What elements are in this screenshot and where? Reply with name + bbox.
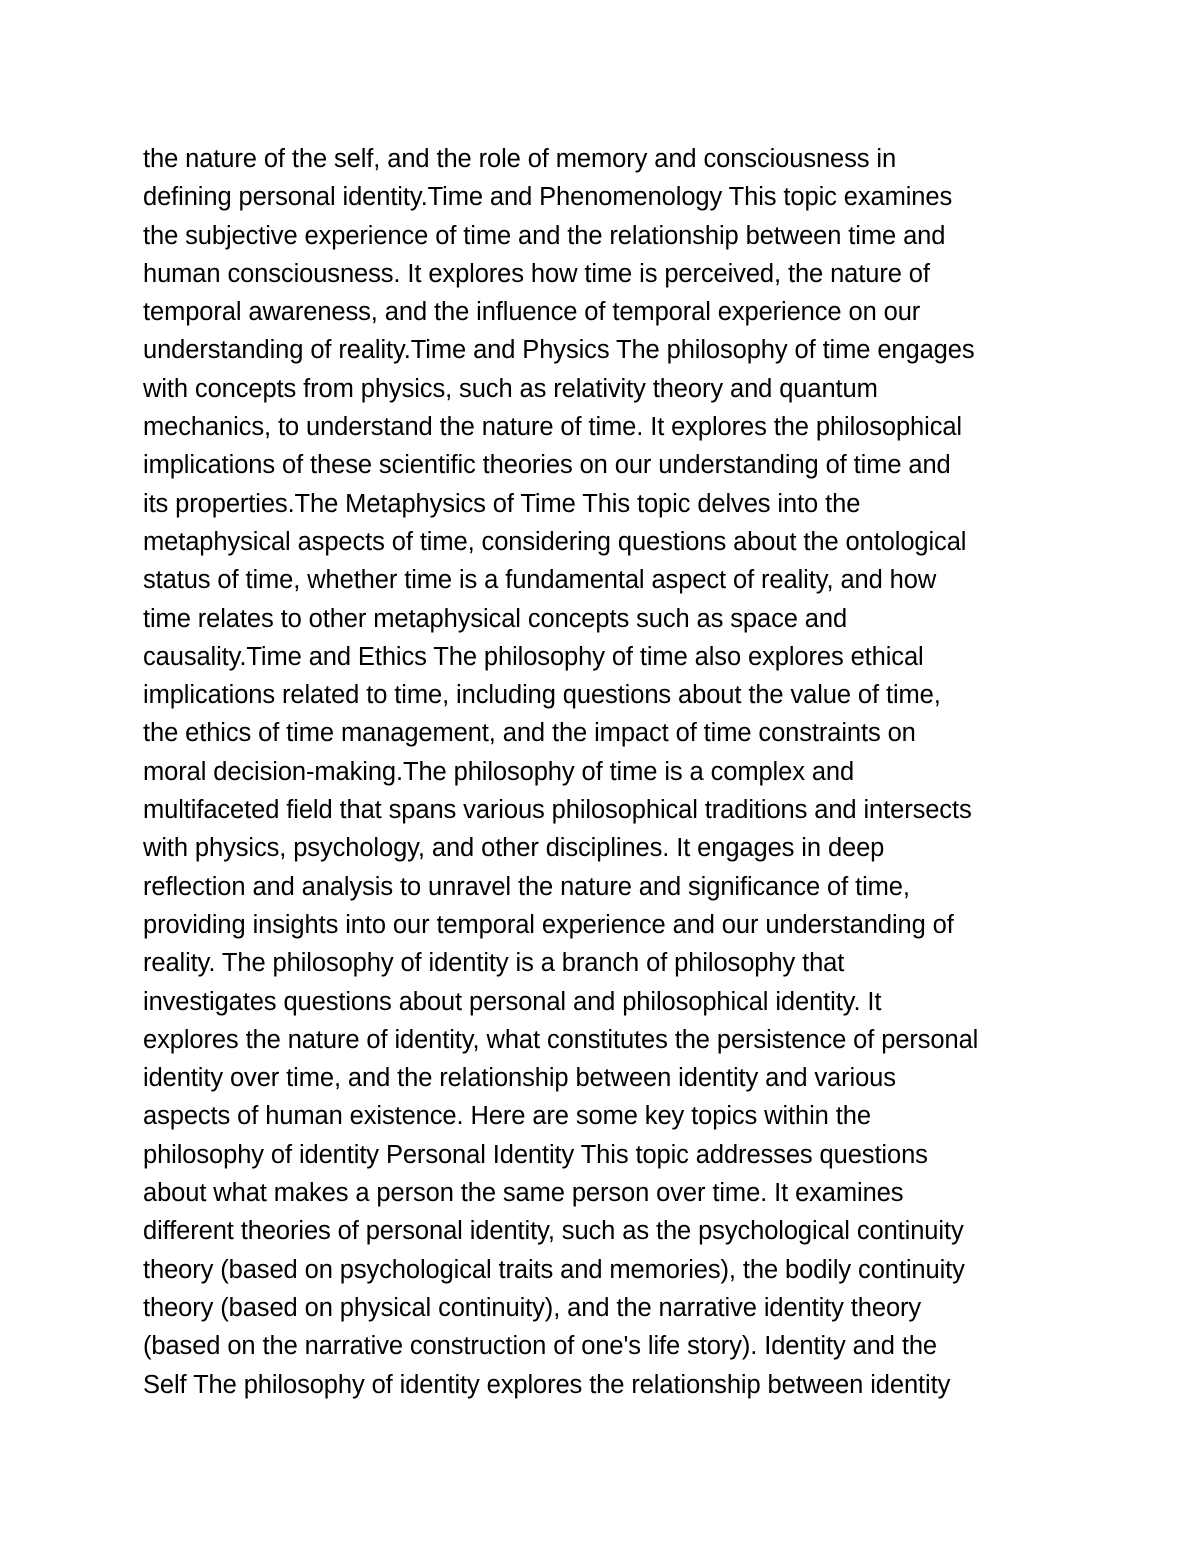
text-line-15: implications related to time, including questions about the value of time, (143, 681, 941, 710)
text-line-5: temporal awareness, and the influence of temporal experience on our (143, 298, 921, 327)
text-line-32: (based on the narrative construction of one's life story). Identity and the (143, 1332, 937, 1361)
text-line-3: the subjective experience of time and the relationship between time and (143, 221, 946, 250)
text-line-23: investigates questions about personal and philosophical identity. It (143, 987, 882, 1016)
text-line-30: theory (based on psychological traits and memories), the bodily continuity (143, 1255, 965, 1284)
text-line-21: providing insights into our temporal experience and our understanding of (143, 910, 954, 939)
text-line-17: moral decision-making.The philosophy of time is a complex and (143, 757, 855, 786)
text-line-16: the ethics of time management, and the impact of time constraints on (143, 719, 916, 748)
text-line-8: mechanics, to understand the nature of time. It explores the philosophical (143, 413, 962, 442)
text-line-31: theory (based on physical continuity), and the narrative identity theory (143, 1293, 922, 1322)
text-line-33: Self The philosophy of identity explores the relationship between identity (143, 1370, 951, 1399)
text-line-27: philosophy of identity Personal Identity This topic addresses questions (143, 1140, 928, 1169)
text-line-18: multifaceted field that spans various philosophical traditions and intersects (143, 796, 972, 825)
text-line-6: understanding of reality.Time and Physics The philosophy of time engages (143, 336, 975, 365)
text-line-19: with physics, psychology, and other disciplines. It engages in deep (143, 834, 885, 863)
body-text (143, 140, 1083, 1404)
text-line-26: aspects of human existence. Here are some key topics within the (143, 1102, 871, 1131)
text-line-14: causality.Time and Ethics The philosophy of time also explores ethical (143, 642, 924, 671)
text-line-24: explores the nature of identity, what constitutes the persistence of personal (143, 1025, 979, 1054)
text-line-12: status of time, whether time is a fundamental aspect of reality, and how (143, 566, 937, 595)
text-line-29: different theories of personal identity, such as the psychological continuity (143, 1217, 964, 1246)
text-line-4: human consciousness. It explores how time is perceived, the nature of (143, 259, 930, 288)
text-line-22: reality. The philosophy of identity is a branch of philosophy that (143, 949, 845, 978)
text-line-20: reflection and analysis to unravel the nature and significance of time, (143, 872, 910, 901)
text-line-10: its properties.The Metaphysics of Time This topic delves into the (143, 489, 861, 518)
text-line-28: about what makes a person the same person over time. It examines (143, 1179, 904, 1208)
text-line-7: with concepts from physics, such as relativity theory and quantum (143, 374, 878, 403)
text-line-11: metaphysical aspects of time, considering questions about the ontological (143, 527, 967, 556)
text-line-1: the nature of the self, and the role of memory and consciousness in (143, 145, 897, 173)
text-line-2: defining personal identity.Time and Phenomenology This topic examines (143, 183, 953, 212)
text-line-9: implications of these scientific theories on our understanding of time and (143, 451, 951, 480)
text-line-25: identity over time, and the relationship between identity and various (143, 1064, 896, 1093)
text-line-13: time relates to other metaphysical concepts such as space and (143, 604, 848, 633)
